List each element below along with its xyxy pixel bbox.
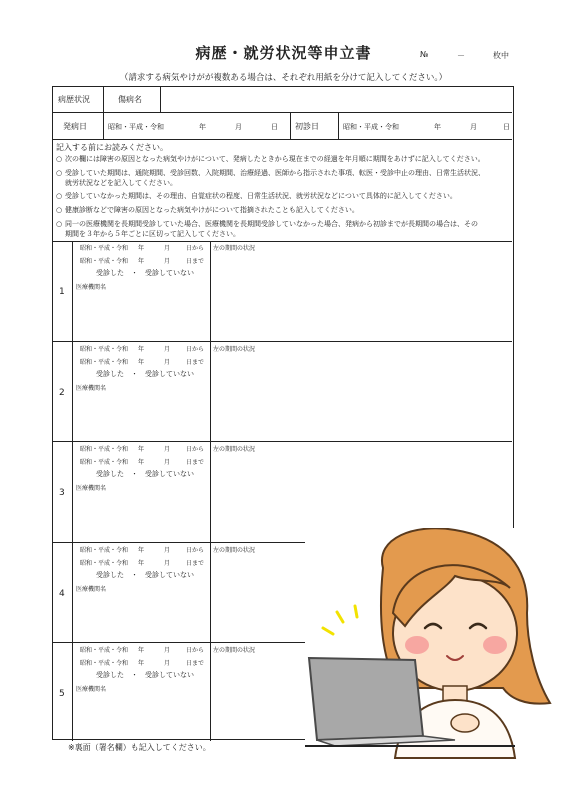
visited-choice[interactable]: 受診した ・ 受診していない xyxy=(96,370,194,378)
period-to-day: 日まで xyxy=(186,459,205,466)
period-from-year: 年 xyxy=(138,647,145,654)
period-to-month: 月 xyxy=(164,258,171,265)
status-text-area[interactable] xyxy=(212,254,510,336)
sheet-suffix: 枚中 xyxy=(493,51,509,60)
period-from-month: 月 xyxy=(164,245,171,252)
period-to-era: 昭和・平成・令和 xyxy=(80,459,129,466)
period-to-era: 昭和・平成・令和 xyxy=(80,258,129,265)
period-to-year: 年 xyxy=(138,560,145,567)
onset-label: 発病日 xyxy=(63,122,87,131)
period-number: 3 xyxy=(59,488,65,498)
period-to-year: 年 xyxy=(138,359,145,366)
period-number: 5 xyxy=(59,689,65,699)
no-label: № xyxy=(420,50,429,59)
period-from-month: 月 xyxy=(164,446,171,453)
period-to-year: 年 xyxy=(138,258,145,265)
visited-choice[interactable]: 受診した ・ 受診していない xyxy=(96,571,194,579)
period-from-month: 月 xyxy=(164,647,171,654)
instruction-item: ○ 受診していなかった期間は、その理由、自覚症状の程度、日常生活状況、就労状況などについて具体的に記入してください。 xyxy=(56,192,457,200)
instruction-item: 就労状況などを記入してください。 xyxy=(65,179,177,187)
period-from-era: 昭和・平成・令和 xyxy=(80,647,129,654)
onset-day: 日 xyxy=(271,123,278,131)
institution-label: 医療機関名 xyxy=(76,284,107,291)
period-number: 1 xyxy=(59,287,65,297)
period-from-day: 日から xyxy=(186,346,205,353)
institution-label: 医療機関名 xyxy=(76,686,107,693)
institution-label: 医療機関名 xyxy=(76,485,107,492)
period-from-era: 昭和・平成・令和 xyxy=(80,547,129,554)
institution-label: 医療機関名 xyxy=(76,385,107,392)
instruction-item: 期間を３年から５年ごとに区切って記入してください。 xyxy=(65,230,240,238)
history-label: 病歴状況 xyxy=(58,95,90,104)
onset-year: 年 xyxy=(199,123,206,131)
instruction-item: ○ 次の欄には障害の原因となった病気やけがについて、発病したときから現在までの経過を年月順に期間をあけずに記入してください。 xyxy=(56,155,485,163)
status-label: 左の期間の状況 xyxy=(213,346,256,353)
period-to-era: 昭和・平成・令和 xyxy=(80,359,129,366)
first-visit-day: 日 xyxy=(503,123,510,131)
form-title: 病歴・就労状況等申立書 xyxy=(195,44,372,62)
period-from-year: 年 xyxy=(138,245,145,252)
period-from-year: 年 xyxy=(138,547,145,554)
visited-choice[interactable]: 受診した ・ 受診していない xyxy=(96,470,194,478)
footer-note: ※裏面（署名欄）も記入してください。 xyxy=(68,743,211,752)
visited-choice[interactable]: 受診した ・ 受診していない xyxy=(96,671,194,679)
woman-laptop-illustration xyxy=(305,528,567,785)
first-visit-era: 昭和・平成・令和 xyxy=(343,123,399,131)
period-to-day: 日まで xyxy=(186,660,205,667)
period-to-month: 月 xyxy=(164,459,171,466)
instruction-item: ○ 同一の医療機関を長期間受診していた場合、医療機関を長期間受診していなかった場合、発病から初診までが長期間の場合は、その xyxy=(56,220,478,228)
status-label: 左の期間の状況 xyxy=(213,647,256,654)
period-from-day: 日から xyxy=(186,547,205,554)
period-from-month: 月 xyxy=(164,346,171,353)
period-from-year: 年 xyxy=(138,446,145,453)
disease-label: 傷病名 xyxy=(118,95,142,104)
period-from-day: 日から xyxy=(186,446,205,453)
first-visit-year: 年 xyxy=(434,123,441,131)
period-from-month: 月 xyxy=(164,547,171,554)
period-to-day: 日まで xyxy=(186,258,205,265)
onset-era: 昭和・平成・令和 xyxy=(108,123,164,131)
form-subtitle: （請求する病気やけがが複数ある場合は、それぞれ用紙を分けて記入してください。） xyxy=(119,73,448,83)
instructions-heading: 記入する前にお読みください。 xyxy=(56,143,168,152)
period-to-day: 日まで xyxy=(186,359,205,366)
status-text-area[interactable] xyxy=(212,455,510,537)
status-label: 左の期間の状況 xyxy=(213,547,256,554)
status-text-area[interactable] xyxy=(212,355,510,437)
period-from-era: 昭和・平成・令和 xyxy=(80,346,129,353)
instruction-item: ○ 健康診断などで障害の原因となった病気やけがについて指摘されたことも記入してください。 xyxy=(56,206,359,214)
first-visit-label: 初診日 xyxy=(295,122,319,131)
period-to-year: 年 xyxy=(138,459,145,466)
period-to-day: 日まで xyxy=(186,560,205,567)
onset-month: 月 xyxy=(235,123,242,131)
period-from-year: 年 xyxy=(138,346,145,353)
period-to-month: 月 xyxy=(164,560,171,567)
period-number: 4 xyxy=(59,589,65,599)
disease-name-field[interactable] xyxy=(164,89,510,109)
period-to-year: 年 xyxy=(138,660,145,667)
period-to-era: 昭和・平成・令和 xyxy=(80,560,129,567)
period-to-era: 昭和・平成・令和 xyxy=(80,660,129,667)
period-from-era: 昭和・平成・令和 xyxy=(80,245,129,252)
period-to-month: 月 xyxy=(164,359,171,366)
period-from-day: 日から xyxy=(186,245,205,252)
first-visit-month: 月 xyxy=(470,123,477,131)
period-to-month: 月 xyxy=(164,660,171,667)
status-label: 左の期間の状況 xyxy=(213,446,256,453)
no-dash: － xyxy=(457,51,465,60)
visited-choice[interactable]: 受診した ・ 受診していない xyxy=(96,269,194,277)
period-from-era: 昭和・平成・令和 xyxy=(80,446,129,453)
status-label: 左の期間の状況 xyxy=(213,245,256,252)
institution-label: 医療機関名 xyxy=(76,586,107,593)
instruction-item: ○ 受診していた期間は、通院期間、受診回数、入院期間、治療経過、医師から指示された事項、転医・受診中止の理由、日常生活状況、 xyxy=(56,169,485,177)
period-number: 2 xyxy=(59,388,65,398)
period-from-day: 日から xyxy=(186,647,205,654)
